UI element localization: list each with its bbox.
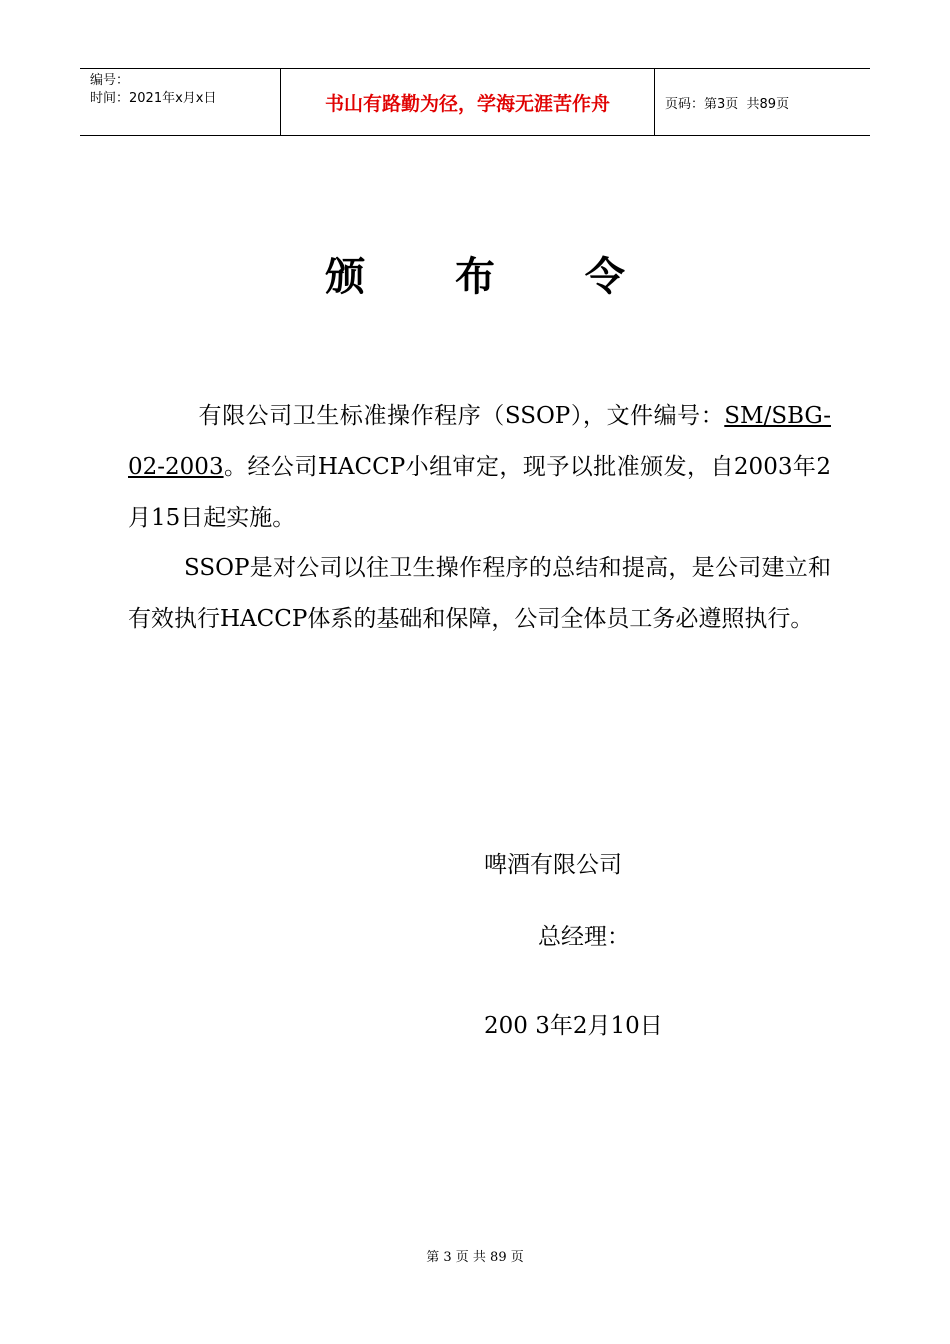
header-motto: 书山有路勤为径，学海无涯苦作舟 [281,69,655,135]
page-header [80,68,870,136]
signature-date: 200 3年2月10日 [484,1013,663,1039]
document-time-label: 时间：2021年x月x日 [90,91,217,106]
document-number-label: 编号： [90,73,130,88]
paragraph-announcement [128,391,831,544]
paragraph-ssop-purpose [128,543,831,645]
signature-gm-label: 总经理： [538,924,630,950]
header-meta [80,69,281,135]
signature-company: 啤酒有限公司 [484,852,622,878]
document-title: 颁 布 令 [325,253,663,300]
paragraph-text: SSOP是对公司以往卫生操作程序的总结和提高，是公司建立和有效执行HACCP体系的基础和保障，公司全体员工务必遵照执行。 [128,555,831,632]
page-footer: 第 3 页 共 89 页 [426,1250,524,1265]
document-code: SM/SBG-02-2003 [128,403,831,480]
paragraph-text-b: 。经公司HACCP小组审定，现予以批准颁发，自2003年2月15日起实施。 [128,454,831,531]
header-page-info: 页码：第3页 共89页 [665,96,790,112]
paragraph-text-a: 有限公司卫生标准操作程序（SSOP），文件编号： [198,403,725,429]
